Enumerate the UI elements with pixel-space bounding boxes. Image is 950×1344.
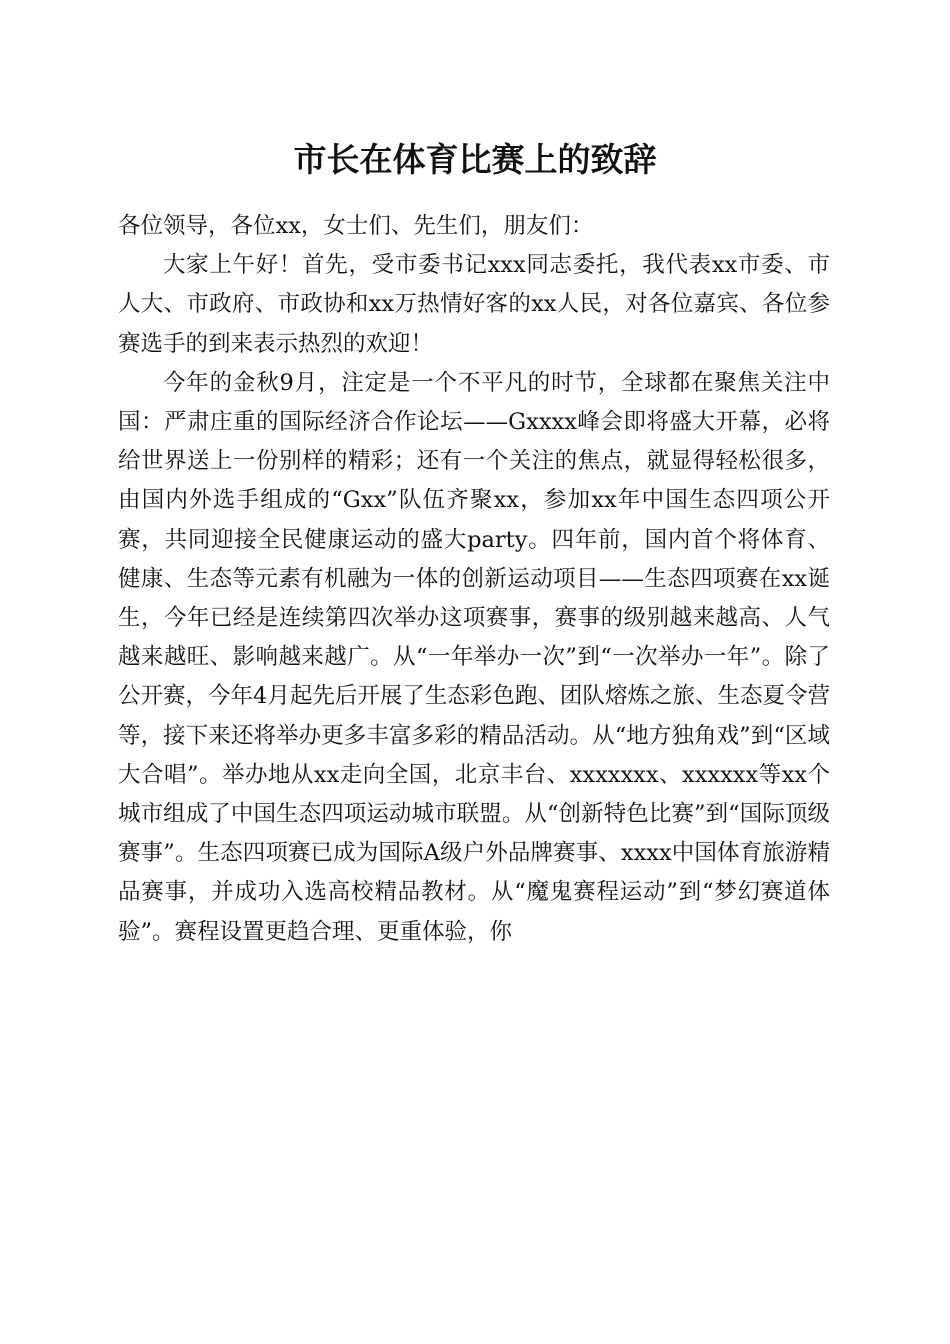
paragraph-welcome: 大家上午好！首先，受市委书记xxx同志委托，我代表xx市委、市人大、市政府、市政协和xx万热情好客的xx人民，对各位嘉宾、各位参赛选手的到来表示热烈的欢迎！ bbox=[118, 252, 830, 357]
document-body bbox=[118, 207, 830, 952]
paragraph-event-overview: 今年的金秋9月，注定是一个不平凡的时节，全球都在聚焦关注中国：严肃庄重的国际经济合作论坛——Gxxxx峰会即将盛大开幕，必将给世界送上一份别样的精彩；还有一个关注的焦点，就显得轻松很多，由国内外选手组成的“Gxx”队伍齐聚xx，参加xx年中国生态四项公开赛，共同迎接全民健康运动的盛大party。四年前，国内首个将体育、健康、生态等元素有机融为一体的创新运动项目——生态四项赛在xx诞生，今年已经是连续第四次举办这项赛事，赛事的级别越来越高、人气越来越旺、影响越来越广。从“一年举办一次”到“一次举办一年”。除了公开赛，今年4月起先后开展了生态彩色跑、团队熔炼之旅、生态夏令营等，接下来还将举办更多丰富多彩的精品活动。从“地方独角戏”到“区域大合唱”。举办地从xx走向全国，北京丰台、xxxxxxx、xxxxxx等xx个城市组成了中国生态四项运动城市联盟。从“创新特色比赛”到“国际顶级赛事”。生态四项赛已成为国际A级户外品牌赛事、xxxx中国体育旅游精品赛事，并成功入选高校精品教材。从“魔鬼赛程运动”到“梦幻赛道体验”。赛程设置更趋合理、更重体验，你 bbox=[118, 369, 830, 945]
salutation: 各位领导，各位xx，女士们、先生们，朋友们： bbox=[118, 213, 594, 239]
document-title: 市长在体育比赛上的致辞 bbox=[293, 140, 657, 179]
